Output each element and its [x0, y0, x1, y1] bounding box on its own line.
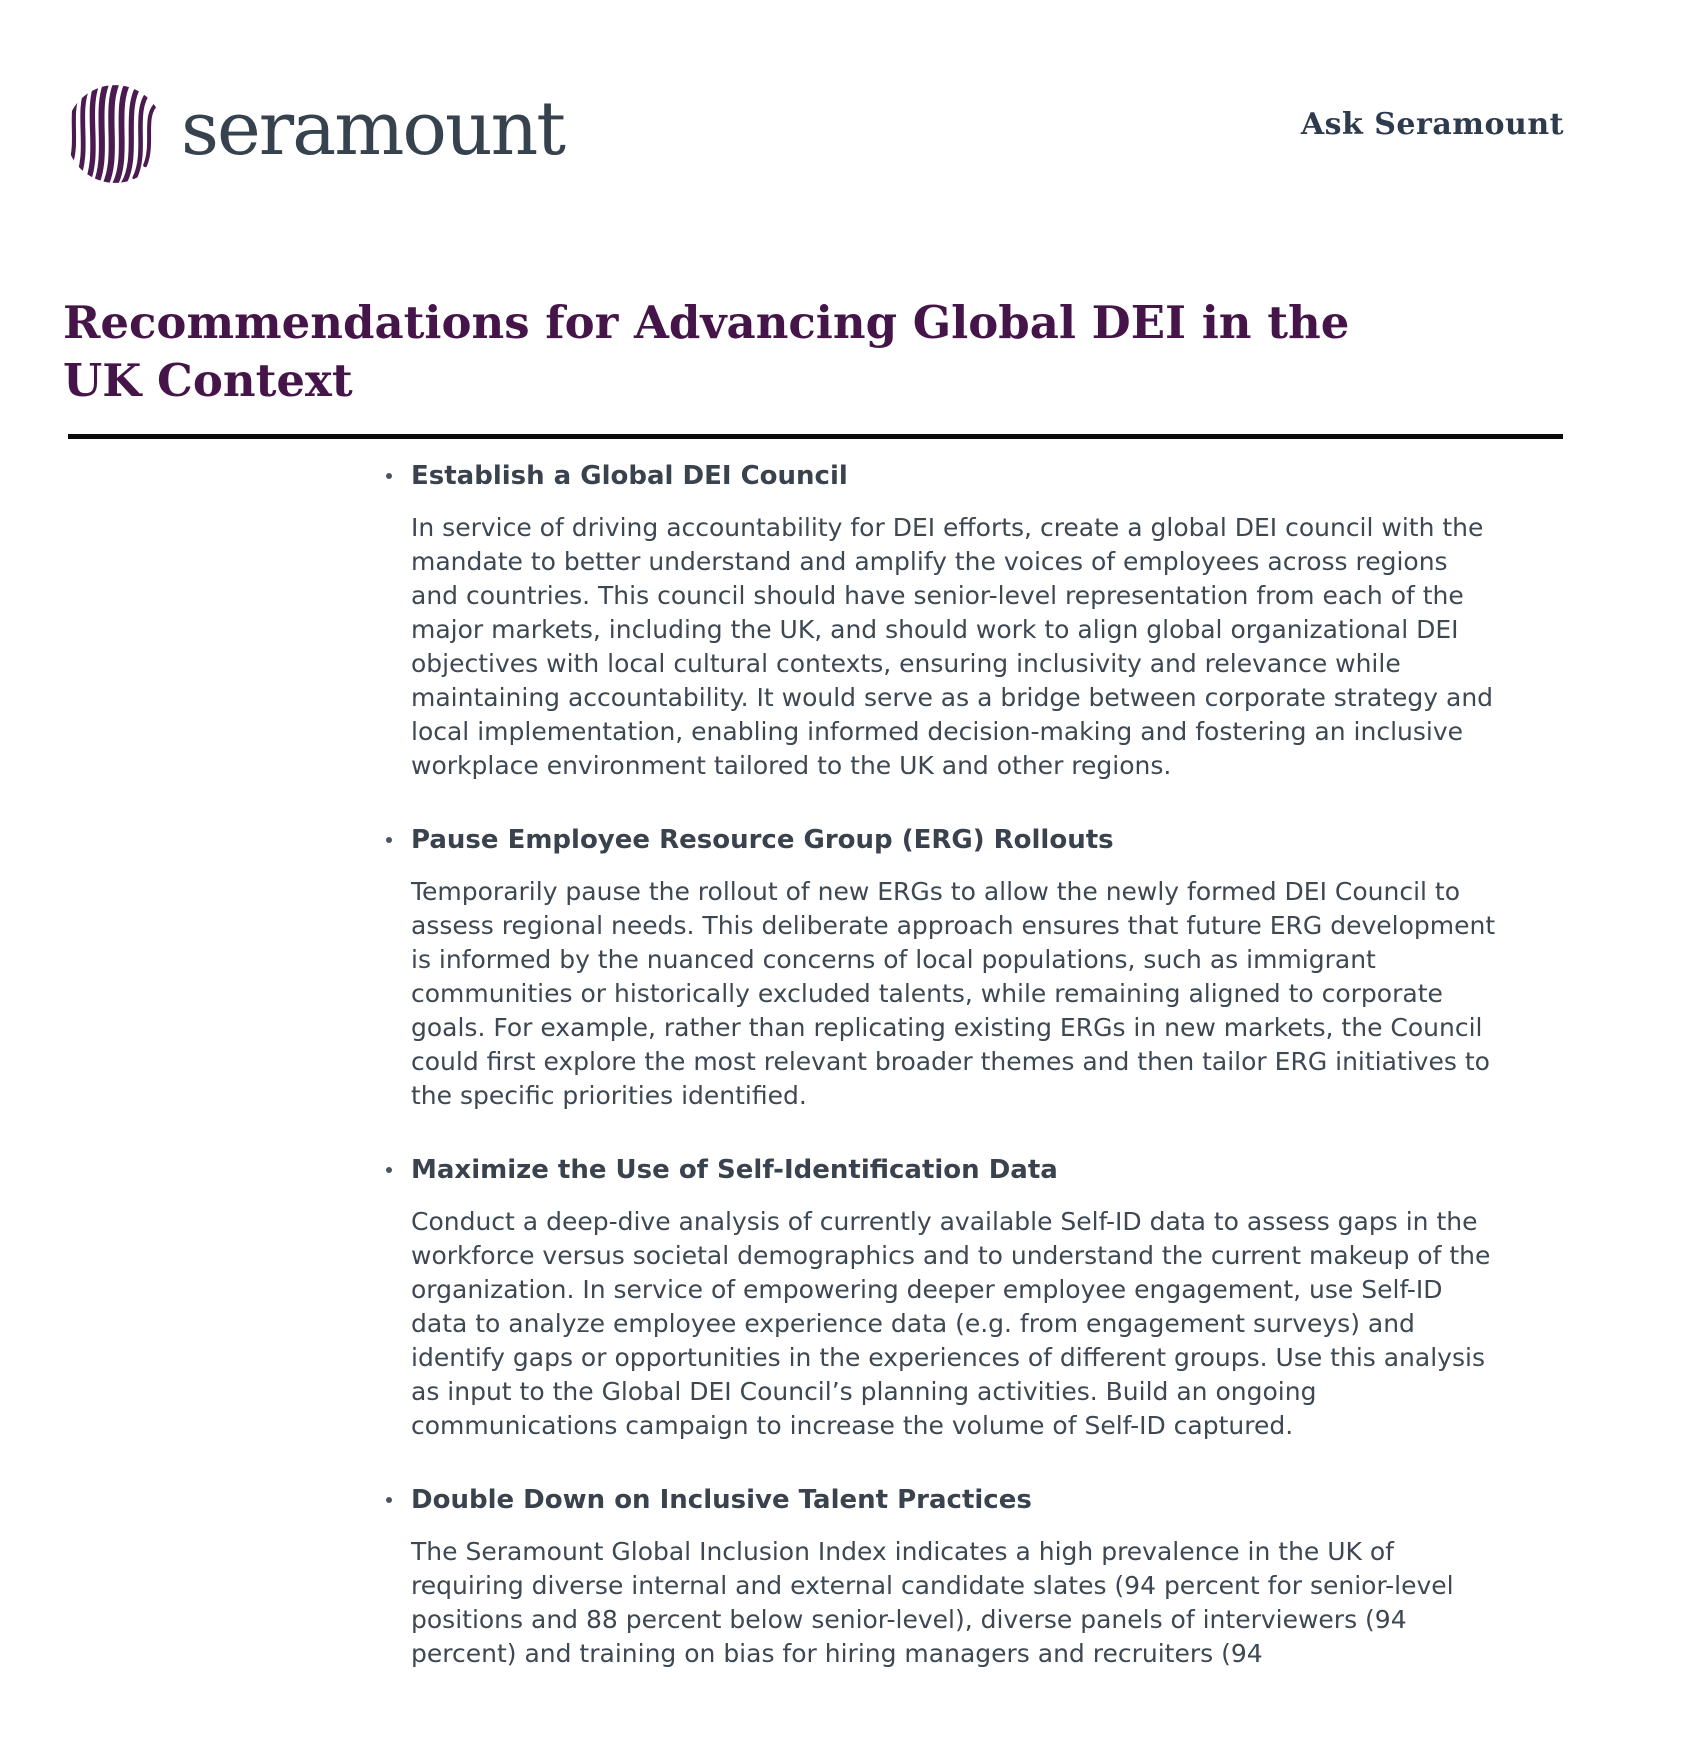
recommendations-list [63, 459, 1523, 1671]
recommendation-heading [411, 823, 1523, 857]
recommendation-heading-text: Maximize the Use of Self-Identification Data [411, 1155, 1058, 1185]
bullet-icon [386, 1497, 392, 1503]
list-item [411, 823, 1523, 1113]
title-divider [68, 434, 1563, 439]
page-header [63, 78, 1564, 190]
seramount-swirl-icon [63, 82, 167, 186]
recommendation-heading [411, 459, 1523, 493]
recommendation-body: In service of driving accountability for DEI efforts, create a global DEI council with the mandate to better understand and amplify the voices of employees across regions and countries. This council should have senior-level representation from each of the major markets, including the UK, and should work to align global organizational DEI objectives with local cultural contexts, ensuring inclusivity and relevance while maintaining accountability. It would serve as a bridge between corporate strategy and local implementation, enabling informed decision-making and fostering an inclusive workplace environment tailored to the UK and other regions. [411, 513, 1494, 780]
list-item [411, 459, 1523, 783]
bullet-icon [386, 1167, 392, 1173]
recommendation-body: Conduct a deep-dive analysis of currently available Self-ID data to assess gaps in the workforce versus societal demographics and to understand the current makeup of the organization. In service of empowering deeper employee engagement, use Self-ID data to analyze employee experience data (e.g. from engagement surveys) and identify gaps or opportunities in the experiences of different groups. Use this analysis as input to the Global DEI Council’s planning activities. Build an ongoing communications campaign to increase the volume of Self-ID captured. [411, 1207, 1491, 1440]
recommendation-heading [411, 1153, 1523, 1187]
recommendation-heading-text: Establish a Global DEI Council [411, 461, 848, 491]
seramount-logo[interactable] [63, 82, 564, 186]
list-item [411, 1483, 1523, 1671]
recommendation-body: The Seramount Global Inclusion Index indicates a high prevalence in the UK of requiring diverse internal and external candidate slates (94 percent for senior-level positions and 88 percent below senior-level), diverse panels of interviewers (94 percent) and training on bias for hiring managers and recruiters (94 [411, 1537, 1454, 1668]
recommendation-body: Temporarily pause the rollout of new ERGs to allow the newly formed DEI Council to assess regional needs. This deliberate approach ensures that future ERG development is informed by the nuanced concerns of local populations, such as immigrant communities or historically excluded talents, while remaining aligned to corporate goals. For example, rather than replicating existing ERGs in new markets, the Council could first explore the most relevant broader themes and then tailor ERG initiatives to the specific priorities identified. [411, 877, 1496, 1110]
ask-seramount-link[interactable]: Ask Seramount [1300, 106, 1564, 142]
page-title: Recommendations for Advancing Global DEI in the UK Context [63, 296, 1350, 407]
bullet-icon [386, 473, 392, 479]
recommendation-heading-text: Double Down on Inclusive Talent Practices [411, 1485, 1032, 1515]
recommendation-heading [411, 1483, 1523, 1517]
recommendation-heading-text: Pause Employee Resource Group (ERG) Rollouts [411, 825, 1114, 855]
brand-wordmark: seramount [181, 86, 565, 172]
list-item [411, 1153, 1523, 1443]
bullet-icon [386, 837, 392, 843]
